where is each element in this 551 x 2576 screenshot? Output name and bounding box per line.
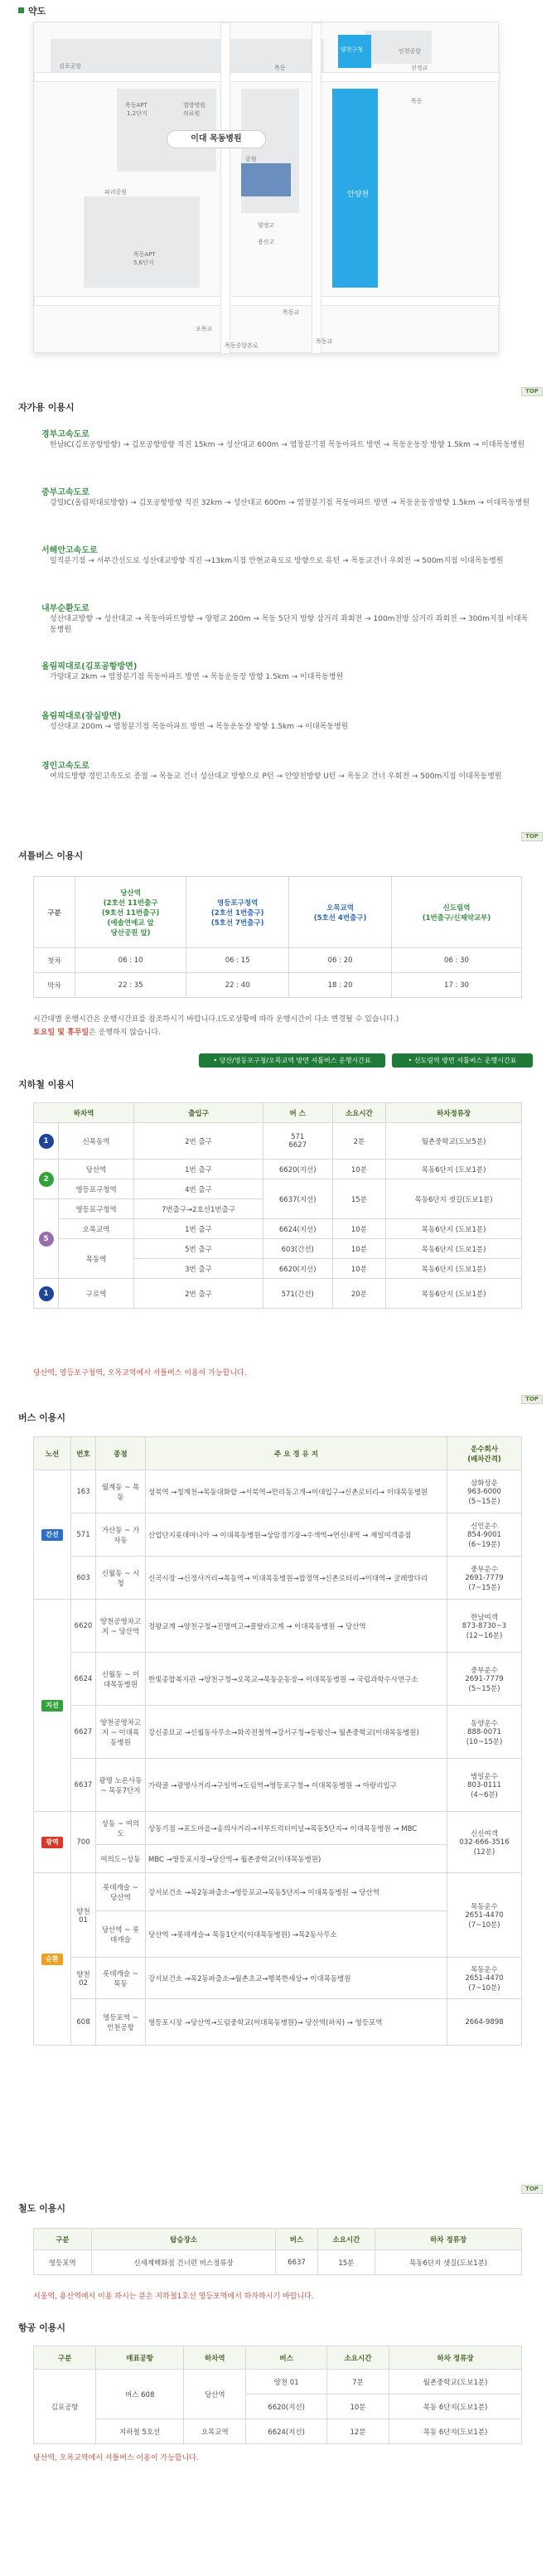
air-cell: 목동 6단지(도보1분) bbox=[389, 2394, 522, 2419]
shuttle-cell: 17 : 30 bbox=[391, 973, 521, 998]
air-cell: 지하철 5호선 bbox=[96, 2419, 184, 2444]
shuttle-cell: 06 : 15 bbox=[186, 948, 289, 973]
map-label: 양천구청 bbox=[341, 46, 364, 53]
bus-cell: 6637 bbox=[71, 1759, 96, 1812]
section-title-map: 약도 bbox=[18, 4, 46, 17]
air-cell: 10분 bbox=[326, 2394, 389, 2419]
road bbox=[312, 22, 321, 354]
bus-type-cell bbox=[34, 1873, 71, 2046]
subway-cell: 1번 출구 bbox=[134, 1219, 263, 1239]
map-label: 오목교 bbox=[196, 326, 213, 332]
bus-cell: 성북역 →청계천→목동대화합 →서북역→만리동고개→이대입구→신촌로터리→ 이대목동병원 bbox=[146, 1470, 447, 1513]
subway-cell: 4번 출구 bbox=[134, 1179, 263, 1199]
shuttle-cell: 22 : 40 bbox=[186, 973, 289, 998]
bus-type-cell bbox=[34, 1600, 71, 1812]
top-button[interactable]: TOP bbox=[521, 832, 543, 841]
bus-type-badge: 순환 bbox=[41, 1954, 62, 1965]
map-label: 목동 bbox=[274, 65, 286, 71]
shuttle-sindorim-button[interactable]: • 신도림역 방면 셔틀버스 운행시간표 bbox=[392, 1053, 533, 1068]
bus-header: 번호 bbox=[71, 1437, 96, 1470]
air-cell: 당산역 bbox=[184, 2370, 246, 2419]
air-header: 하차 정류장 bbox=[389, 2346, 522, 2370]
location-map bbox=[33, 22, 499, 353]
bus-cell: 강서보건소 →목2동파출소→월촌초교→행복한세상→ 이대목동병원 bbox=[146, 1958, 447, 1999]
subway-cell: 신목동역 bbox=[59, 1123, 134, 1160]
subway-table bbox=[33, 1102, 522, 1309]
subway-cell: 603(간선) bbox=[263, 1239, 332, 1259]
bus-cell: 571 bbox=[71, 1513, 96, 1557]
rail-cell: 신세계백화점 건너편 버스정류장 bbox=[91, 2250, 276, 2275]
subway-cell: 목동역 bbox=[59, 1239, 134, 1279]
route-name: 올림픽대로(김포공항방면) bbox=[41, 662, 138, 671]
route-name: 중부고속도로 bbox=[41, 488, 89, 497]
subway-cell: 영등포구청역 bbox=[59, 1199, 134, 1219]
bus-cell: 신월동 ~ 이대목동병원 bbox=[96, 1653, 146, 1706]
rail-header: 소요시간 bbox=[317, 2229, 375, 2250]
bus-cell: 정왕교계 →양천구청→진명여고→콜탈라고계 → 이대목동병원 → 당산역 bbox=[146, 1600, 447, 1653]
section-title-car: 자가용 이용시 bbox=[18, 402, 75, 413]
map-label: 양정고 bbox=[258, 222, 275, 229]
subway-cell: 목동6단지 (도보1분) bbox=[386, 1160, 522, 1179]
bus-cell: 700 bbox=[71, 1812, 96, 1873]
subway-cell: 구로역 bbox=[59, 1279, 134, 1309]
bus-cell: 신곡시장 →신정사거리→목동역→ 이대목동병원→합정역→신촌로터리→이대역→ 굴레방다리 bbox=[146, 1557, 447, 1600]
shuttle-header: 신도림역 (1번출구/신제약교부) bbox=[391, 877, 521, 948]
route-desc: 여의도방향 경인고속도로 종점 → 목동교 건너 성산대교 방향으로 P턴 → 안양천방향 U턴 → 목동교 건너 우회전 → 500m지점 이대목동병원 bbox=[50, 772, 502, 781]
bus-cell: MBC →영등포시장→당산역→ 월촌중학교(이대목동병원) bbox=[146, 1845, 447, 1873]
air-header: 매표공항 bbox=[96, 2346, 184, 2370]
bus-cell: 중부운수 2691-7779 (7~15분) bbox=[447, 1557, 522, 1600]
route-desc: 강일IC(올림픽대로방향) → 김포공항방향 직진 32km → 성산대교 600m → 염창분기점 목동아파트 방면 → 목동운동장방향 1.5km → 이대목동병원 bbox=[50, 499, 530, 507]
subway-header: 하차정류장 bbox=[386, 1103, 522, 1123]
route-name: 경부고속도로 bbox=[41, 430, 89, 439]
route-desc: 성산대교 200m → 염창분기점 목동아파트 방면 → 목동운동장 방향 1.5km → 이대목동병원 bbox=[50, 723, 349, 731]
subway-header: 버 스 bbox=[263, 1103, 332, 1123]
shuttle-cell: 첫차 bbox=[34, 948, 75, 973]
bus-type-badge: 간선 bbox=[41, 1529, 62, 1541]
top-button[interactable]: TOP bbox=[521, 2185, 543, 2194]
subway-cell: 1번 출구 bbox=[134, 1160, 263, 1179]
bus-cell: 당산역 ~ 롯데캐슬 bbox=[96, 1911, 146, 1958]
bus-cell: 신신여객 032-666-3516 (12분) bbox=[447, 1812, 522, 1873]
map-label: 인천공항 bbox=[399, 48, 422, 55]
section-title-shuttle: 셔틀버스 이용시 bbox=[18, 850, 84, 861]
bus-table bbox=[33, 1436, 522, 2046]
rail-header: 탑승장소 bbox=[91, 2229, 276, 2250]
bus-header: 주 요 경 유 지 bbox=[146, 1437, 447, 1470]
map-label: 목동APT bbox=[133, 251, 156, 258]
route-name: 경인고속도로 bbox=[41, 762, 89, 771]
bus-cell: 중부운수 2691-7779 (5~15분) bbox=[447, 1653, 522, 1706]
subway-cell: 15분 bbox=[332, 1179, 386, 1219]
bus-cell: 한남여객 873-8730~3 (12~16분) bbox=[447, 1600, 522, 1653]
subway-header: 소요시간 bbox=[332, 1103, 386, 1123]
rail-header: 하차 정류장 bbox=[375, 2229, 522, 2250]
map-label: 5,6단지 bbox=[133, 259, 154, 266]
subway-cell: 목동6단지 샛길(도보1분) bbox=[386, 1179, 522, 1219]
subway-cell: 10분 bbox=[332, 1259, 386, 1279]
top-button[interactable]: TOP bbox=[521, 1395, 543, 1404]
air-header: 소요시간 bbox=[326, 2346, 389, 2370]
bus-cell: 163 bbox=[71, 1470, 96, 1513]
air-cell: 버스 608 bbox=[96, 2370, 184, 2419]
shuttle-header: 영등포구청역 (2호선 1번출구) (5호선 7번출구) bbox=[186, 877, 289, 948]
bus-cell: 608 bbox=[71, 1999, 96, 2046]
map-label: 목동중앙본로 bbox=[225, 342, 259, 349]
bus-cell: 한빛종합복지관 →양천구청→오목교→목동운동장→ 이대목동병원 → 국립과학수사연구소 bbox=[146, 1653, 447, 1706]
route-name: 서해안고속도로 bbox=[41, 546, 98, 555]
map-label: 목동교 bbox=[316, 338, 333, 345]
subway-cell: 6620(지선) bbox=[263, 1259, 332, 1279]
subway-cell: 목동6단지 (도보1분) bbox=[386, 1239, 522, 1259]
bus-cell: 동양운수 888-0071 (10~15분) bbox=[447, 1706, 522, 1759]
map-label: 목동교 bbox=[283, 309, 300, 316]
rail-header: 버스 bbox=[276, 2229, 317, 2250]
bus-cell: 신월동 ~ 시청 bbox=[96, 1557, 146, 1600]
rail-cell: 영등포역 bbox=[34, 2250, 92, 2275]
bus-cell: 가산동 ~ 가자동 bbox=[96, 1513, 146, 1557]
rail-header: 구분 bbox=[34, 2229, 92, 2250]
bus-type-cell bbox=[34, 1812, 71, 1873]
subway-cell: 목동6단지 (도보1분) bbox=[386, 1259, 522, 1279]
line-cell bbox=[34, 1123, 59, 1160]
rail-note: 서울역, 용산역에서 이용 하시는 분은 지하철1호선 영등포역에서 하차하시기 바랍니다. bbox=[33, 2293, 314, 2301]
top-button[interactable]: TOP bbox=[521, 387, 543, 396]
subway-cell: 3번 출구 bbox=[134, 1259, 263, 1279]
subway-cell: 20분 bbox=[332, 1279, 386, 1309]
subway-cell: 6637(지선) bbox=[263, 1179, 332, 1219]
subway-cell: 2번 출구 bbox=[134, 1279, 263, 1309]
air-cell: 12분 bbox=[326, 2419, 389, 2444]
bus-cell: 2664-9898 bbox=[447, 1999, 522, 2046]
bus-cell: 강서보건소 →목2동파출소→영등포교→목동5단지→ 이대목동병원 → 당산역 bbox=[146, 1873, 447, 1911]
bus-header: 종점 bbox=[96, 1437, 146, 1470]
bus-cell: 영등포시장 →당산역→도림중학교(이대목동병원)→ 당산역(하차) → 영등포역 bbox=[146, 1999, 447, 2046]
air-cell: 6624(지선) bbox=[246, 2419, 327, 2444]
shuttle-cell: 06 : 30 bbox=[391, 948, 521, 973]
line-1-icon: 1 bbox=[39, 1286, 54, 1301]
air-header: 구분 bbox=[34, 2346, 96, 2370]
map-label: 의료원 bbox=[183, 110, 201, 117]
line-cell bbox=[34, 1199, 59, 1279]
map-label: 1,2단지 bbox=[127, 110, 147, 117]
bus-type-cell bbox=[34, 1470, 71, 1600]
bus-cell: 양천02 bbox=[71, 1958, 96, 1999]
bus-type-badge: 광역 bbox=[41, 1837, 62, 1848]
shuttle-note2: 토요일 및 휴무일은 운행하지 않습니다. bbox=[33, 1029, 161, 1037]
bus-header: 운수회사 (배차간격) bbox=[447, 1437, 522, 1470]
bus-cell: 월계동 ~ 목동 bbox=[96, 1470, 146, 1513]
map-label: 목동APT bbox=[125, 102, 147, 109]
line-cell bbox=[34, 1279, 59, 1309]
map-label: 용산고 bbox=[258, 239, 275, 245]
air-cell: 6620(지선) bbox=[246, 2394, 327, 2419]
shuttle-cell: 06 : 20 bbox=[289, 948, 392, 973]
bus-cell: 광명 노온사동 ~ 목동7단지 bbox=[96, 1759, 146, 1812]
bus-cell: 신인운수 854-9001 (6~19분) bbox=[447, 1513, 522, 1557]
route-name: 올림픽대로(잠실방면) bbox=[41, 712, 122, 721]
hospital-building bbox=[241, 163, 291, 196]
section-title-rail: 철도 이용시 bbox=[18, 2203, 65, 2214]
shuttle-cell: 06 : 10 bbox=[75, 948, 186, 973]
shuttle-header: 오목교역 (5호선 4번출구) bbox=[289, 877, 392, 948]
road bbox=[34, 72, 500, 82]
subway-cell: 영등포구청역 bbox=[59, 1179, 134, 1199]
bus-cell: 603 bbox=[71, 1557, 96, 1600]
bus-cell: 6624 bbox=[71, 1653, 96, 1706]
subway-cell: 7번출구→2호선1번출구 bbox=[134, 1199, 263, 1219]
bus-cell: 상동기점 →포도마을→송의사거리→서부트럭터미널→목동5단지→ 이대목동병원 → MBC bbox=[146, 1812, 447, 1845]
subway-cell: 당산역 bbox=[59, 1160, 134, 1179]
line-1-icon: 1 bbox=[39, 1134, 54, 1149]
map-label: 신정교 bbox=[411, 65, 428, 71]
rail-cell: 15분 bbox=[317, 2250, 375, 2275]
subway-cell: 2분 bbox=[332, 1123, 386, 1160]
shuttle-timetable-button[interactable]: • 당산/영등포구청/오목교역 방면 셔틀버스 운행시간표 bbox=[199, 1053, 385, 1068]
air-cell: 월촌중학교(도보1분) bbox=[389, 2370, 522, 2394]
map-label: 김포공항 bbox=[59, 63, 82, 70]
line-5-icon: 5 bbox=[39, 1232, 54, 1247]
hospital-label: 이대 목동병원 bbox=[167, 130, 266, 148]
rail-table bbox=[33, 2228, 522, 2275]
subway-cell: 목동6단지 (도보1분) bbox=[386, 1279, 522, 1309]
bus-cell: 상동 ~ 여의도 bbox=[96, 1812, 146, 1845]
map-label: 안양천 bbox=[347, 191, 370, 199]
bus-cell: 6627 bbox=[71, 1706, 96, 1759]
subway-cell: 571 6627 bbox=[263, 1123, 332, 1160]
shuttle-header: 구분 bbox=[34, 877, 75, 948]
bus-cell: 당산역 →롯데캐슬→ 목동1단지(이대목동병원) →목2동사무소 bbox=[146, 1911, 447, 1958]
air-cell: 김포공항 bbox=[34, 2370, 96, 2444]
bus-cell: 롯데캐슬 ~ 목동 bbox=[96, 1958, 146, 1999]
bus-cell: 롯데캐슬 ~ 당산역 bbox=[96, 1873, 146, 1911]
subway-cell: 571(간선) bbox=[263, 1279, 332, 1309]
section-title-bus: 버스 이용시 bbox=[18, 1412, 65, 1423]
subway-cell: 목동6단지 (도보1분) bbox=[386, 1219, 522, 1239]
bus-cell: 6620 bbox=[71, 1600, 96, 1653]
air-header: 하차역 bbox=[184, 2346, 246, 2370]
air-cell: 오목교역 bbox=[184, 2419, 246, 2444]
route-desc: 성산대교방향 → 성산대교 → 목동아파트방향 → 양평교 200m → 목동 5단지 방향 삼거리 좌회전 → 100m전방 삼거리 좌회전 → 300m지점 이대목동병원 bbox=[50, 615, 529, 634]
map-label: 공원 bbox=[245, 156, 257, 162]
road bbox=[34, 296, 500, 306]
bus-header: 노선 bbox=[34, 1437, 71, 1470]
shuttle-table bbox=[33, 876, 522, 998]
subway-cell: 5번 출구 bbox=[134, 1239, 263, 1259]
subway-cell: 2번 출구 bbox=[134, 1123, 263, 1160]
subway-cell: 10분 bbox=[332, 1160, 386, 1179]
air-header: 버스 bbox=[246, 2346, 327, 2370]
bus-type-badge: 지선 bbox=[41, 1700, 62, 1712]
subway-cell: 월촌중학교(도보5분) bbox=[386, 1123, 522, 1160]
section-title-air: 항공 이용시 bbox=[18, 2322, 65, 2333]
rail-cell: 목동6단지 샛길(도보1분) bbox=[375, 2250, 522, 2275]
rail-cell: 6637 bbox=[276, 2250, 317, 2275]
bus-cell: 강신종묘교 →신월동사무소→화곡전철역→강서구청→등왕산→ 월촌중학교(이대목동병원) bbox=[146, 1706, 447, 1759]
subway-header: 출입구 bbox=[134, 1103, 263, 1123]
shuttle-header: 당산역 (2호선 11번출구 (9호선 11번출구) (예솔연예교 앞 당산공원 앞) bbox=[75, 877, 186, 948]
bus-cell: 양천01 bbox=[71, 1873, 96, 1958]
bus-cell: 산업단지롯데마니아 → 이대목동병원→상암경기장→수색역→연신내역 → 제일여객종점 bbox=[146, 1513, 447, 1557]
subway-cell: 6620(지선) bbox=[263, 1160, 332, 1179]
section-title-subway: 지하철 이용시 bbox=[18, 1079, 75, 1090]
bus-cell: 양천공영차고지 ~ 당산역 bbox=[96, 1600, 146, 1653]
bus-cell: 양천공영차고지 ~ 이대목동병원 bbox=[96, 1706, 146, 1759]
road bbox=[220, 22, 230, 354]
shuttle-note: 시간대별 운행시간은 운행시간표를 참조하시기 바랍니다.(도로상황에 따라 운행시간이 다소 변경될 수 있습니다.) bbox=[33, 1015, 399, 1024]
map-label: 열방병원 bbox=[183, 102, 206, 109]
air-cell: 목동 6단지(도보1분) bbox=[389, 2419, 522, 2444]
shuttle-cell: 막차 bbox=[34, 973, 75, 998]
bus-cell: 삼화상운 963-6000 (5~15분) bbox=[447, 1470, 522, 1513]
subway-cell: 10분 bbox=[332, 1219, 386, 1239]
air-cell: 7분 bbox=[326, 2370, 389, 2394]
air-table bbox=[33, 2346, 522, 2444]
bus-cell: 목동운수 2651-4470 (7~10분) bbox=[447, 1873, 522, 1958]
route-name: 내부순환도로 bbox=[41, 604, 89, 613]
subway-header: 하차역 bbox=[34, 1103, 134, 1123]
shuttle-cell: 18 : 20 bbox=[289, 973, 392, 998]
route-desc: 가양대교 2km → 염창분기점 목동아파트 방면 → 목동운동장 방향 1.5km → 이대목동병원 bbox=[50, 673, 344, 681]
bus-cell: 영등포역 ~ 인천공항 bbox=[96, 1999, 146, 2046]
line-2-icon: 2 bbox=[39, 1172, 54, 1187]
map-block bbox=[84, 196, 200, 288]
route-desc: 일직분기점 → 서부간선도로 성산대교방향 직진 →13km지점 안현교육도로 방향으로 유턴 → 목동교건너 우회전 → 500m지점 이대목동병원 bbox=[50, 557, 504, 565]
bus-cell: 여의도~상동 bbox=[96, 1845, 146, 1873]
subway-cell: 6624(지선) bbox=[263, 1219, 332, 1239]
subway-note: 당산역, 영등포구청역, 오목교역에서 셔틀버스 이용이 가능합니다. bbox=[33, 1369, 247, 1378]
subway-cell: 10분 bbox=[332, 1239, 386, 1259]
bus-cell: 범일운수 803-0111 (4~6분) bbox=[447, 1759, 522, 1812]
bus-cell: 가락골 →광명사거리→구일역→도림역→영등포구청→ 이대목동병원 → 아랑리입구 bbox=[146, 1759, 447, 1812]
map-label: 파리공원 bbox=[104, 189, 128, 196]
route-desc: 한남IC(김포공항방향) → 김포공항방향 직진 15km → 성산대교 600m → 염창분기점 목동아파트 방면 → 목동운동장 방향 1.5km → 이대목동병원 bbox=[50, 441, 525, 449]
line-cell bbox=[34, 1160, 59, 1199]
map-label: 목동 bbox=[411, 98, 423, 104]
air-note: 당산역, 오목교역에서 셔틀버스 이용이 가능합니다. bbox=[33, 2454, 199, 2462]
air-cell: 양천 01 bbox=[246, 2370, 327, 2394]
subway-cell: 오목교역 bbox=[59, 1219, 134, 1239]
shuttle-cell: 22 : 35 bbox=[75, 973, 186, 998]
bus-cell: 목동운수 2651-4470 (7~10분) bbox=[447, 1958, 522, 1999]
